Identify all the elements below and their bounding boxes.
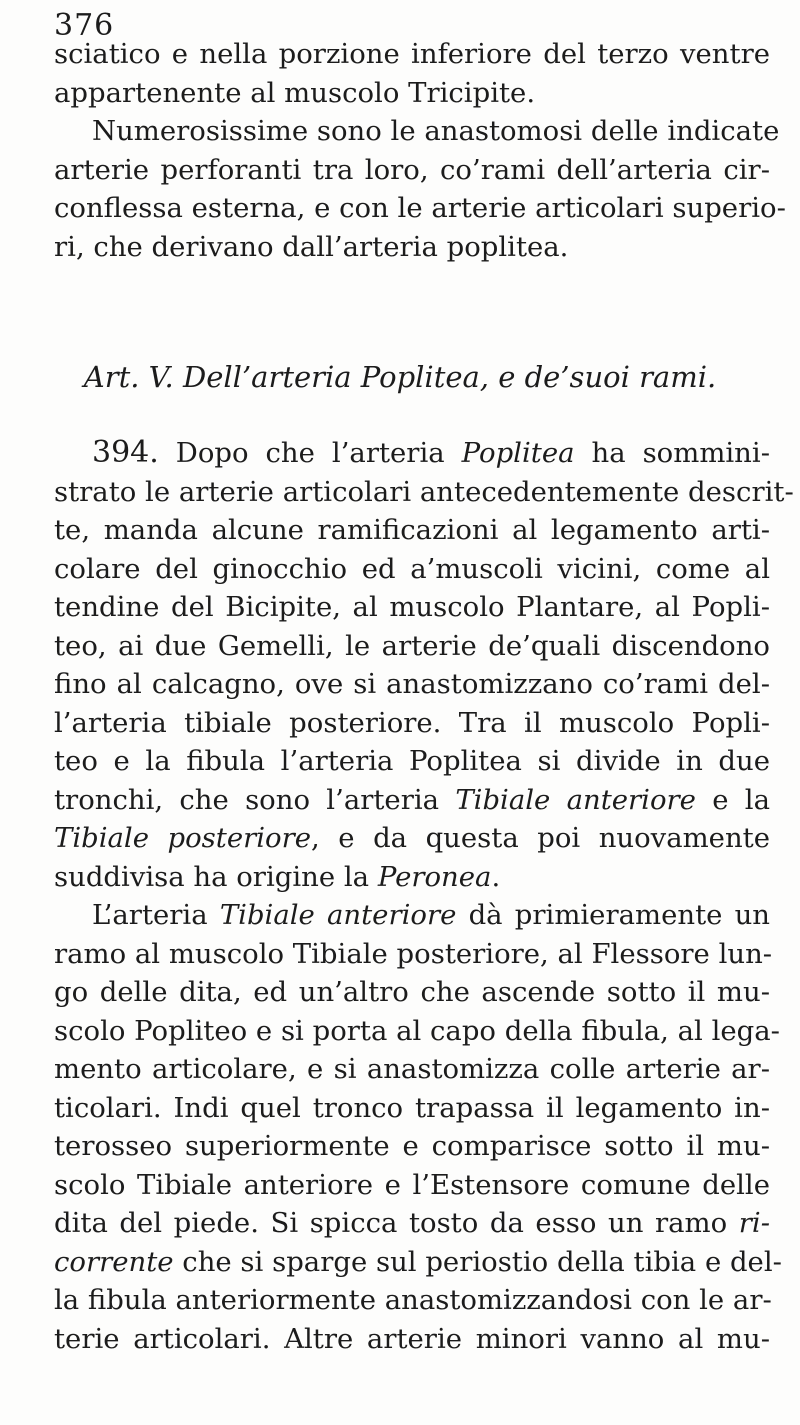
text-line: L’arteria Tibiale anteriore dà primieramente un [92, 899, 771, 931]
text-line: terie articolari. Altre arterie minori vanno al mu- [54, 1322, 770, 1355]
text-line: appartenente al muscolo Tricipite. [54, 76, 536, 109]
text-line: sciatico e nella porzione inferiore del terzo ventre [54, 38, 770, 70]
text-line: la fibula anteriormente anastomizzandosi con le ar- [54, 1284, 772, 1316]
text-line: tendine del Bicipite, al muscolo Plantare, al Popli- [54, 591, 770, 623]
text-line: corrente che si sparge sul periostio della tibia e del- [54, 1245, 782, 1278]
text-line: go delle dita, ed un’altro che ascende sotto il mu- [54, 976, 770, 1008]
paragraph-continuation [54, 35, 786, 266]
text-line: strato le arterie articolari antecedentemente descrit- [54, 475, 794, 508]
text-line: teo e la fibula l’arteria Poplitea si divide in due [54, 745, 770, 777]
text-line: scolo Popliteo e si porta al capo della fibula, al lega- [54, 1014, 780, 1047]
text-line: arterie perforanti tra loro, co’rami dell’arteria cir- [54, 153, 770, 186]
text-line: ticolari. Indi quel tronco trapassa il legamento in- [54, 1091, 770, 1124]
text-line: ri, che derivano dall’arteria poplitea. [54, 230, 569, 263]
text-line: l’arteria tibiale posteriore. Tra il muscolo Popli- [54, 706, 770, 739]
text-line: tronchi, che sono l’arteria Tibiale anteriore e la [54, 783, 770, 816]
text-line: scolo Tibiale anteriore e l’Estensore comune delle [54, 1168, 770, 1201]
text-line: conflessa esterna, e con le arterie articolari superio- [54, 192, 786, 224]
text-line: dita del piede. Si spicca tosto da esso un ramo ri- [54, 1207, 770, 1239]
text-line: mento articolare, e si anastomizza colle arterie ar- [54, 1053, 770, 1085]
text-line: colare del ginocchio ed a’muscoli vicini, come al [54, 552, 770, 585]
text-line: te, manda alcune ramificazioni al legamento arti- [54, 514, 770, 546]
text-line: suddivisa ha origine la Peronea. [54, 860, 501, 893]
section-heading: Art. V. Dell’arteria Poplitea, e de’suoi rami. [83, 360, 717, 394]
text-line: terosseo superiormente e comparisce sotto il mu- [54, 1130, 770, 1162]
text-line: Tibiale posteriore, e da questa poi nuovamente [54, 822, 770, 854]
text-line: teo, ai due Gemelli, le arterie de’quali discendono [54, 629, 770, 662]
text-line: 394. Dopo che l’arteria Poplitea ha sommini- [92, 435, 770, 470]
paragraph-tibiale-anteriore [54, 896, 782, 1358]
text-line: fino al calcagno, ove si anastomizzano co’rami del- [54, 668, 770, 700]
page-number: 376 [54, 8, 115, 43]
paragraph-number: 394. [92, 435, 159, 470]
text-line: Numerosissime sono le anastomosi delle indicate [92, 115, 780, 147]
paragraph-394 [54, 434, 794, 896]
text-line: ramo al muscolo Tibiale posteriore, al Flessore lun- [54, 937, 773, 970]
